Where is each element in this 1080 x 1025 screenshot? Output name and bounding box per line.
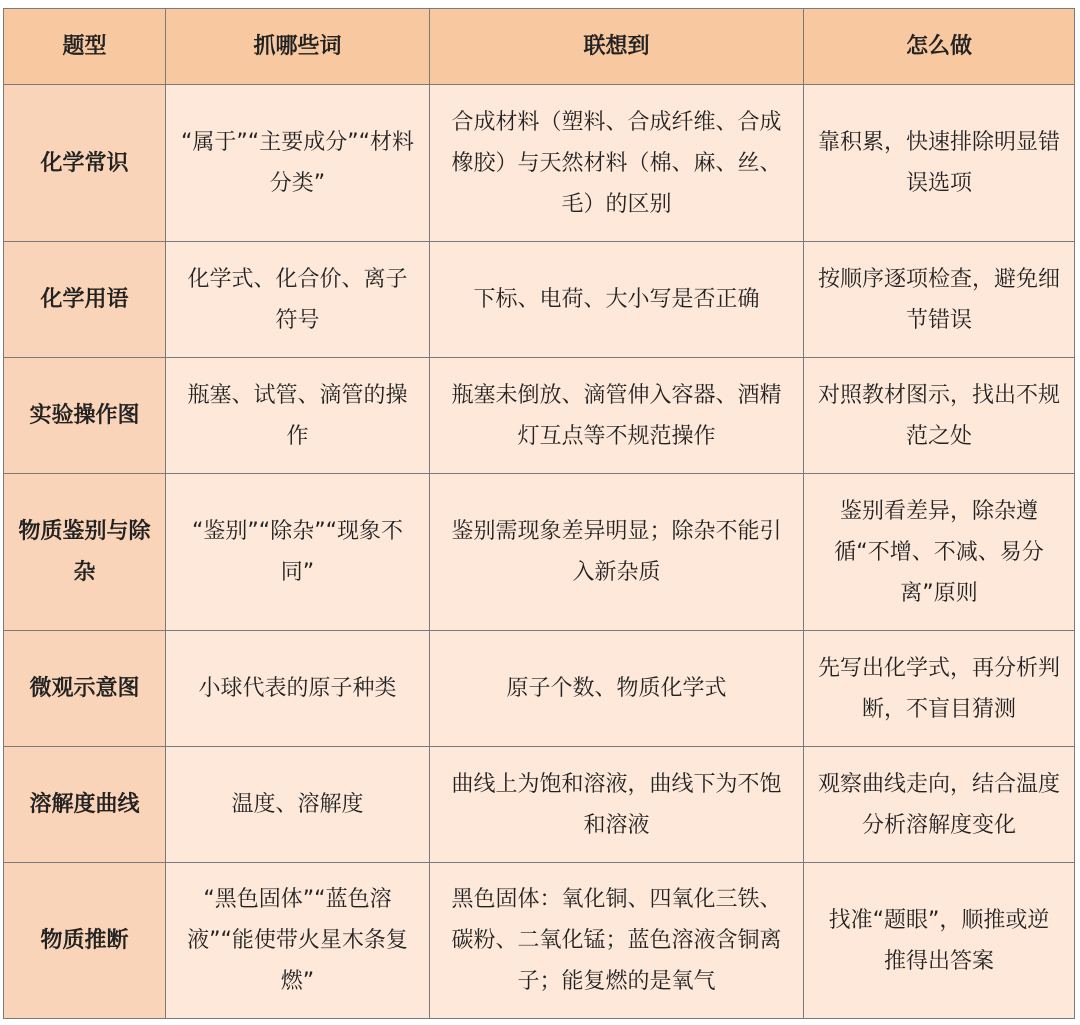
header-keywords: 抓哪些词 xyxy=(166,9,430,85)
table-row xyxy=(4,863,1075,1019)
header-associate: 联想到 xyxy=(430,9,804,85)
cell-keywords: “属于”“主要成分”“材料分类” xyxy=(166,85,430,242)
cell-type: 溶解度曲线 xyxy=(4,747,166,863)
cell-type: 实验操作图 xyxy=(4,358,166,474)
cell-associate: 瓶塞未倒放、滴管伸入容器、酒精灯互点等不规范操作 xyxy=(430,358,804,474)
cell-keywords: “黑色固体”“蓝色溶液”“能使带火星木条复燃” xyxy=(166,863,430,1019)
cell-associate: 原子个数、物质化学式 xyxy=(430,631,804,747)
cell-action: 对照教材图示，找出不规范之处 xyxy=(804,358,1075,474)
cell-action: 观察曲线走向，结合温度分析溶解度变化 xyxy=(804,747,1075,863)
cell-keywords: 瓶塞、试管、滴管的操作 xyxy=(166,358,430,474)
header-action: 怎么做 xyxy=(804,9,1075,85)
cell-type: 微观示意图 xyxy=(4,631,166,747)
cell-action: 按顺序逐项检查，避免细节错误 xyxy=(804,242,1075,358)
table-row xyxy=(4,474,1075,631)
cell-keywords: 化学式、化合价、离子符号 xyxy=(166,242,430,358)
header-row xyxy=(4,9,1075,85)
cell-action: 先写出化学式，再分析判断，不盲目猜测 xyxy=(804,631,1075,747)
cell-associate: 下标、电荷、大小写是否正确 xyxy=(430,242,804,358)
cell-action: 鉴别看差异，除杂遵循“不增、不减、易分离”原则 xyxy=(804,474,1075,631)
cell-keywords: “鉴别”“除杂”“现象不同” xyxy=(166,474,430,631)
cell-type: 物质鉴别与除杂 xyxy=(4,474,166,631)
cell-associate: 黑色固体：氧化铜、四氧化三铁、碳粉、二氧化锰；蓝色溶液含铜离子；能复燃的是氧气 xyxy=(430,863,804,1019)
table-row xyxy=(4,747,1075,863)
header-type: 题型 xyxy=(4,9,166,85)
cell-associate: 合成材料（塑料、合成纤维、合成橡胶）与天然材料（棉、麻、丝、毛）的区别 xyxy=(430,85,804,242)
cell-type: 化学用语 xyxy=(4,242,166,358)
cell-action: 靠积累，快速排除明显错误选项 xyxy=(804,85,1075,242)
question-type-table xyxy=(3,8,1075,1019)
table-row xyxy=(4,85,1075,242)
cell-keywords: 温度、溶解度 xyxy=(166,747,430,863)
table-row xyxy=(4,358,1075,474)
table-row xyxy=(4,631,1075,747)
cell-type: 物质推断 xyxy=(4,863,166,1019)
table-row xyxy=(4,242,1075,358)
cell-associate: 曲线上为饱和溶液，曲线下为不饱和溶液 xyxy=(430,747,804,863)
cell-type: 化学常识 xyxy=(4,85,166,242)
cell-keywords: 小球代表的原子种类 xyxy=(166,631,430,747)
cell-action: 找准“题眼”，顺推或逆推得出答案 xyxy=(804,863,1075,1019)
cell-associate: 鉴别需现象差异明显；除杂不能引入新杂质 xyxy=(430,474,804,631)
